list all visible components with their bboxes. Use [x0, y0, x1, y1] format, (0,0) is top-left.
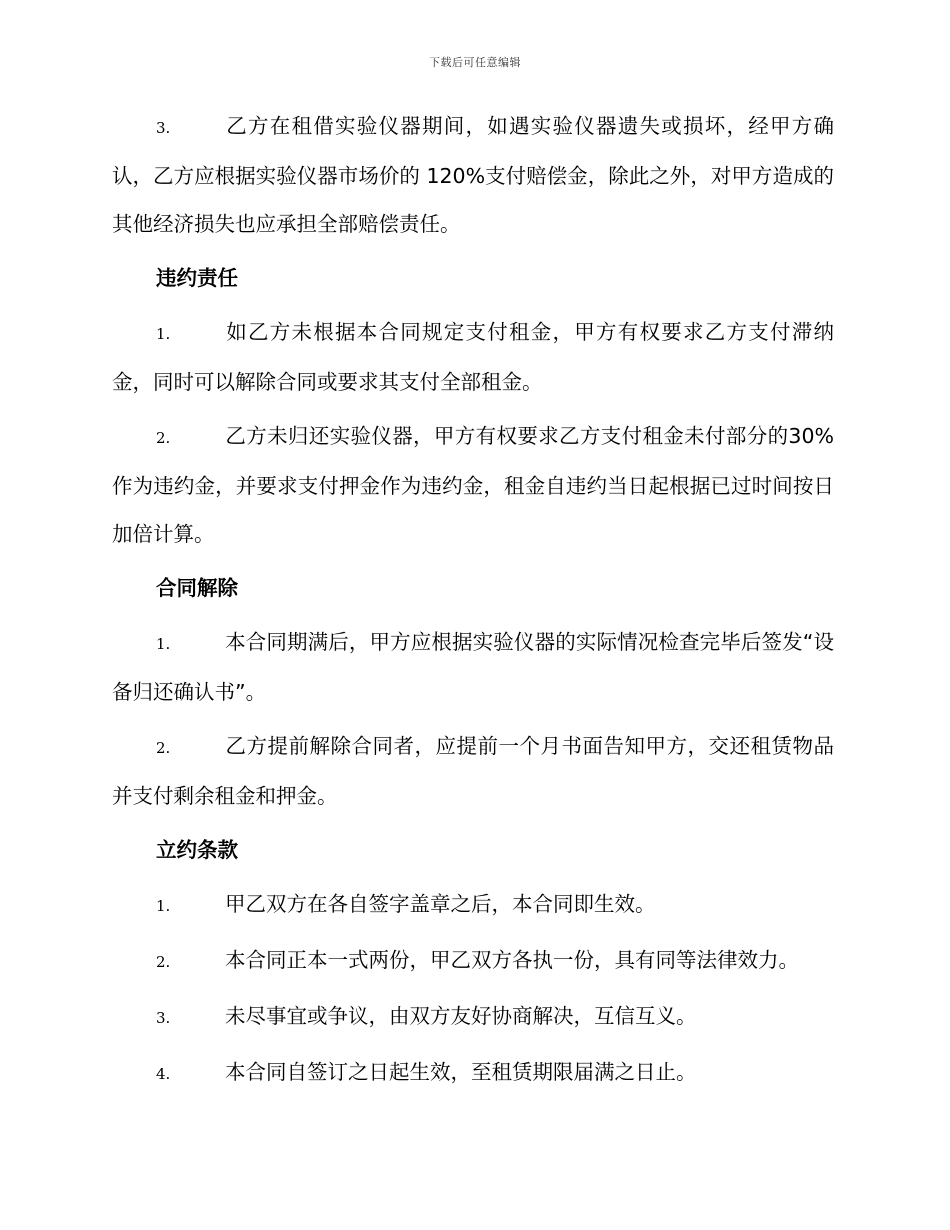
clause-item: [112, 722, 834, 820]
clause-text: 本合同自签订之日起生效，至租赁期限届满之日止。: [225, 1060, 697, 1084]
clause-text: 乙方提前解除合同者，应提前一个月书面告知甲方，交还租赁物品并支付剩余租金和押金。: [112, 734, 834, 808]
clause-item: [112, 412, 834, 558]
clause-item: [112, 936, 834, 986]
clause-text: 本合同正本一式两份，甲乙双方各执一份，具有同等法律效力。: [225, 948, 799, 972]
clause-text: 乙方在租借实验仪器期间，如遇实验仪器遗失或损坏，经甲方确认，乙方应根据实验仪器市场价的 120%支付赔偿金，除此之外，对甲方造成的其他经济损失也应承担全部赔偿责任。: [112, 114, 834, 236]
clause-number: 2.: [156, 739, 171, 757]
clause-item: [112, 1048, 834, 1098]
clause-number: 3.: [156, 1009, 171, 1027]
clause-number: 1.: [156, 635, 171, 653]
page-header: 下载后可任意编辑: [429, 56, 521, 69]
clause-number: 3.: [156, 119, 171, 137]
clause-item: [112, 102, 834, 248]
clause-item: [112, 992, 834, 1042]
document-body: [112, 102, 834, 1104]
clause-number: 2.: [156, 953, 171, 971]
clause-text: 甲乙双方在各自签字盖章之后，本合同即生效。: [225, 892, 656, 916]
clause-number: 1.: [156, 897, 171, 915]
clause-text: 如乙方未根据本合同规定支付租金，甲方有权要求乙方支付滞纳金，同时可以解除合同或要求其支付全部租金。: [112, 320, 834, 394]
clause-item: [112, 880, 834, 930]
clause-number: 1.: [156, 325, 171, 343]
section-heading: 合同解除: [156, 576, 238, 600]
clause-item: [112, 618, 834, 716]
clause-text: 本合同期满后，甲方应根据实验仪器的实际情况检查完毕后签发“设备归还确认书”。: [112, 630, 834, 704]
section-heading: 立约条款: [156, 838, 238, 862]
clause-text: 未尽事宜或争议，由双方友好协商解决，互信互义。: [225, 1004, 697, 1028]
clause-number: 4.: [156, 1065, 171, 1083]
section-heading: 违约责任: [156, 266, 238, 290]
clause-text: 乙方未归还实验仪器，甲方有权要求乙方支付租金未付部分的30%作为违约金，并要求支付押金作为违约金，租金自违约当日起根据已过时间按日加倍计算。: [112, 424, 834, 546]
clause-item: [112, 308, 834, 406]
clause-number: 2.: [156, 429, 171, 447]
